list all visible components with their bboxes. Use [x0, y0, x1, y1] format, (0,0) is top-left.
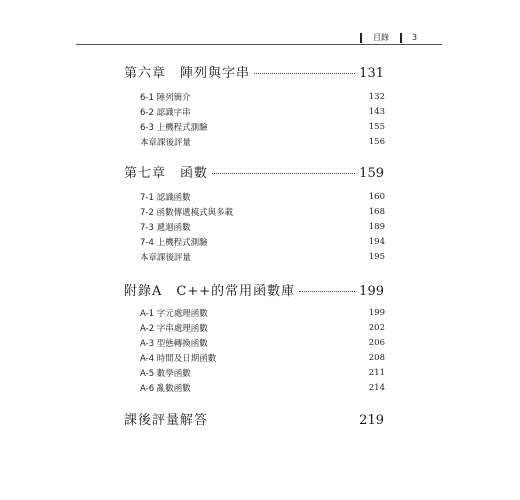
toc-entry[interactable] — [140, 249, 385, 264]
entry-page: 189 — [368, 221, 385, 232]
entry-page: 155 — [368, 121, 385, 132]
entry-page: 214 — [368, 382, 385, 393]
toc-entries-chapter-6 — [140, 89, 385, 149]
chapter-page: 131 — [359, 66, 384, 81]
entry-title: 7-3 遞迴函數 — [140, 222, 191, 233]
toc-entry[interactable] — [140, 320, 385, 335]
toc-entry[interactable] — [140, 350, 385, 365]
entry-page: 195 — [368, 251, 385, 262]
toc-entry[interactable] — [140, 134, 385, 149]
entry-title: A-5 數學函數 — [140, 368, 191, 379]
entry-title: A-2 字串處理函數 — [140, 323, 208, 334]
entry-title: A-1 字元處理函數 — [140, 308, 208, 319]
entry-title: 本章課後評量 — [140, 137, 192, 148]
entry-page: 206 — [368, 337, 385, 348]
chapter-title: 第六章 陣列與字串 — [124, 66, 251, 81]
dot-leader — [254, 73, 355, 74]
toc-appendix-a[interactable] — [124, 280, 384, 302]
entry-title: 7-1 認識函數 — [140, 192, 191, 203]
entry-page: 194 — [368, 236, 385, 247]
toc-entry[interactable] — [140, 189, 385, 204]
entry-page: 132 — [368, 91, 385, 102]
toc-entry[interactable] — [140, 380, 385, 395]
page-header — [0, 30, 520, 50]
chapter-title: 第七章 函數 — [124, 166, 209, 181]
toc-entries-appendix-a — [140, 305, 385, 395]
entry-title: 6-2 認識字串 — [140, 107, 191, 118]
toc-entry[interactable] — [140, 89, 385, 104]
header-page-number: 3 — [412, 33, 418, 42]
entry-page: 211 — [368, 367, 385, 378]
chapter-page: 199 — [359, 284, 384, 299]
toc-chapter-7[interactable] — [124, 162, 384, 184]
toc-entry[interactable] — [140, 204, 385, 219]
entry-page: 208 — [368, 352, 385, 363]
entry-page: 160 — [368, 191, 385, 202]
toc-entry[interactable] — [140, 119, 385, 134]
entry-page: 156 — [368, 136, 385, 147]
entry-title: 7-4 上機程式測驗 — [140, 237, 208, 248]
dot-leader — [212, 173, 355, 174]
toc-entry[interactable] — [140, 219, 385, 234]
entry-title: 7-2 函數傳遞模式與多載 — [140, 207, 234, 218]
entry-page: 199 — [368, 307, 385, 318]
entry-page: 168 — [368, 206, 385, 217]
toc-entry[interactable] — [140, 335, 385, 350]
toc-entry[interactable] — [140, 104, 385, 119]
entry-title: A-3 型態轉換函數 — [140, 338, 208, 349]
entry-title: A-4 時間及日期函數 — [140, 353, 217, 364]
dot-leader — [299, 291, 355, 292]
toc-chapter-6[interactable] — [124, 62, 384, 84]
chapter-page: 159 — [359, 166, 384, 181]
toc-entry[interactable] — [140, 365, 385, 380]
toc-entry[interactable] — [140, 234, 385, 249]
entry-title: 6-3 上機程式測驗 — [140, 122, 208, 133]
chapter-title: 附錄A C++的常用函數庫 — [124, 284, 296, 299]
entry-title: 本章課後評量 — [140, 252, 192, 263]
entry-title: A-6 亂數函數 — [140, 383, 191, 394]
toc-answers[interactable] — [124, 409, 384, 431]
entry-title: 6-1 陣列簡介 — [140, 92, 191, 103]
header-section-label: 目錄 — [360, 32, 402, 44]
entry-page: 202 — [368, 322, 385, 333]
toc-entries-chapter-7 — [140, 189, 385, 264]
toc-entry[interactable] — [140, 305, 385, 320]
entry-page: 143 — [368, 106, 385, 117]
chapter-page: 219 — [359, 413, 384, 428]
chapter-title: 課後評量解答 — [124, 413, 209, 428]
header-rule — [76, 44, 442, 45]
